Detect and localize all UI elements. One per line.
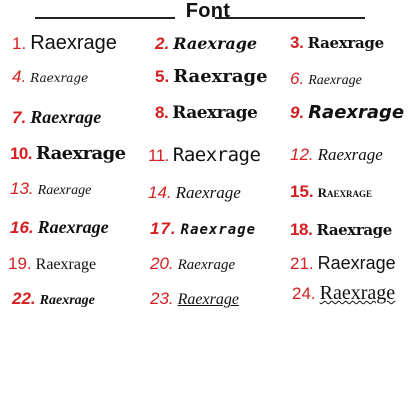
- font-option-8[interactable]: [155, 104, 257, 122]
- option-sample: Raexrage: [316, 221, 392, 239]
- option-sample: Raexrage: [317, 145, 383, 164]
- option-number: 21.: [290, 254, 314, 273]
- option-number: 20.: [150, 254, 174, 273]
- font-option-17[interactable]: [150, 220, 256, 237]
- option-sample: Raexrage: [307, 34, 384, 52]
- option-number: 18.: [290, 220, 313, 239]
- option-number: 8.: [155, 103, 169, 122]
- option-number: 9.: [290, 103, 305, 122]
- option-number: 3.: [290, 33, 304, 52]
- font-option-7[interactable]: [12, 108, 101, 126]
- option-sample: Raexrage: [317, 185, 373, 200]
- font-option-14[interactable]: [148, 184, 241, 201]
- font-option-18[interactable]: [290, 221, 392, 238]
- option-number: 19.: [8, 254, 32, 273]
- option-sample: Raexrage: [177, 291, 239, 308]
- option-sample: Raexrage: [39, 293, 95, 308]
- option-sample: Raexrage: [319, 282, 396, 304]
- option-number: 15.: [290, 182, 314, 201]
- option-number: 23.: [150, 289, 174, 308]
- option-number: 24.: [292, 284, 316, 303]
- option-number: 2.: [155, 34, 170, 53]
- font-option-10[interactable]: [10, 145, 125, 163]
- option-number: 1.: [12, 34, 27, 53]
- option-number: 5.: [155, 67, 170, 86]
- option-sample: Raexrage: [180, 222, 257, 238]
- option-sample: Raexrage: [35, 143, 126, 164]
- option-sample: Raexrage: [37, 183, 92, 198]
- option-number: 11.: [148, 146, 169, 165]
- option-number: 10.: [10, 144, 32, 163]
- option-sample: Raexrage: [175, 183, 241, 202]
- option-number: 14.: [148, 183, 172, 202]
- option-sample: Raexrage: [308, 73, 362, 88]
- option-number: 17.: [150, 219, 177, 238]
- option-sample: Raexrage: [173, 34, 258, 53]
- option-sample: Raexrage: [30, 32, 117, 54]
- font-option-4[interactable]: [12, 68, 88, 85]
- option-sample: Raexrage: [173, 66, 268, 87]
- option-number: 16.: [10, 218, 34, 237]
- option-sample: Raexrage: [308, 102, 405, 123]
- font-option-15[interactable]: [290, 183, 372, 200]
- font-option-20[interactable]: [150, 255, 235, 273]
- font-option-2[interactable]: [155, 35, 257, 52]
- font-option-1[interactable]: [12, 33, 117, 53]
- font-option-22[interactable]: [12, 290, 95, 308]
- font-option-13[interactable]: [10, 180, 91, 198]
- font-option-23[interactable]: [150, 290, 239, 308]
- option-sample: Raexrage: [172, 103, 258, 123]
- option-sample: Raexrage: [172, 144, 261, 166]
- font-option-6[interactable]: [290, 70, 362, 88]
- option-sample: Raexrage: [317, 253, 396, 273]
- option-sample: Raexrage: [35, 256, 97, 273]
- font-option-21[interactable]: [290, 254, 396, 272]
- option-sample: Raexrage: [37, 217, 109, 237]
- font-option-5[interactable]: [155, 68, 268, 86]
- option-number: 13.: [10, 179, 34, 198]
- font-option-3[interactable]: [290, 34, 384, 51]
- option-sample: Raexrage: [30, 107, 102, 127]
- option-number: 4.: [12, 67, 27, 86]
- option-number: 22.: [12, 289, 36, 308]
- option-sample: Raexrage: [30, 71, 89, 85]
- font-option-11[interactable]: [148, 146, 260, 165]
- font-option-12[interactable]: [290, 146, 383, 163]
- font-option-19[interactable]: [8, 255, 96, 273]
- font-option-16[interactable]: [10, 218, 109, 236]
- option-number: 7.: [12, 108, 27, 127]
- sheet-title: Font: [185, 0, 231, 22]
- font-option-24[interactable]: [292, 283, 395, 303]
- option-sample: Raexrage: [177, 257, 236, 273]
- font-option-9[interactable]: [290, 104, 404, 122]
- option-number: 12.: [290, 145, 314, 164]
- option-number: 6.: [290, 69, 305, 88]
